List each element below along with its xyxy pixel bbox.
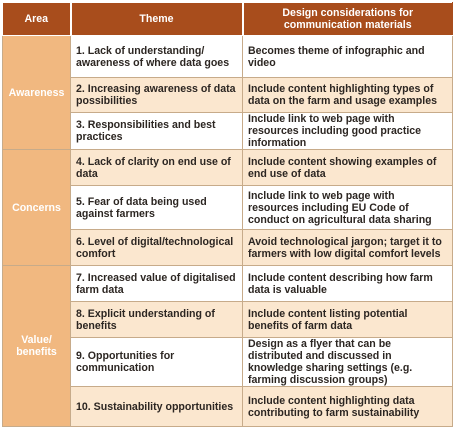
design-cell: Include link to web page with resources including EU Code of conduct on agricultural data sharing xyxy=(243,186,453,230)
design-cell: Include link to web page with resources including good practice information xyxy=(243,113,453,150)
design-cell: Avoid technological jargon; target it to farmers with low digital comfort levels xyxy=(243,230,453,266)
table-row xyxy=(3,150,453,186)
design-cell: Include content highlighting types of data on the farm and usage examples xyxy=(243,78,453,113)
theme-cell: 7. Increased value of digitalised farm data xyxy=(71,266,243,302)
theme-cell: 1. Lack of understanding/ awareness of where data goes xyxy=(71,36,243,78)
design-cell: Include content highlighting data contributing to farm sustainability xyxy=(243,387,453,427)
table-row xyxy=(3,230,453,266)
theme-cell: 3. Responsibilities and best practices xyxy=(71,113,243,150)
area-cell-awareness: Awareness xyxy=(3,36,71,150)
table-row xyxy=(3,186,453,230)
header-theme: Theme xyxy=(71,3,243,36)
header-row xyxy=(3,3,453,36)
design-cell: Becomes theme of infographic and video xyxy=(243,36,453,78)
table-row xyxy=(3,387,453,427)
design-cell: Include content showing examples of end use of data xyxy=(243,150,453,186)
table-row xyxy=(3,113,453,150)
table-row xyxy=(3,36,453,78)
theme-cell: 9. Opportunities for communication xyxy=(71,338,243,387)
design-cell: Design as a flyer that can be distributed and discussed in knowledge sharing settings (e.g. farming discussion groups) xyxy=(243,338,453,387)
table-row xyxy=(3,266,453,302)
table-row xyxy=(3,302,453,338)
theme-cell: 6. Level of digital/technological comfort xyxy=(71,230,243,266)
table-row xyxy=(3,78,453,113)
design-cell: Include content describing how farm data is valuable xyxy=(243,266,453,302)
theme-cell: 2. Increasing awareness of data possibilities xyxy=(71,78,243,113)
area-cell-value-benefits: Value/ benefits xyxy=(3,266,71,427)
theme-cell: 8. Explicit understanding of benefits xyxy=(71,302,243,338)
considerations-table xyxy=(2,2,453,427)
theme-cell: 10. Sustainability opportunities xyxy=(71,387,243,427)
header-design: Design considerations for communication materials xyxy=(243,3,453,36)
area-cell-concerns: Concerns xyxy=(3,150,71,266)
theme-cell: 4. Lack of clarity on end use of data xyxy=(71,150,243,186)
table-row xyxy=(3,338,453,387)
theme-cell: 5. Fear of data being used against farmers xyxy=(71,186,243,230)
header-area: Area xyxy=(3,3,71,36)
design-cell: Include content listing potential benefits of farm data xyxy=(243,302,453,338)
